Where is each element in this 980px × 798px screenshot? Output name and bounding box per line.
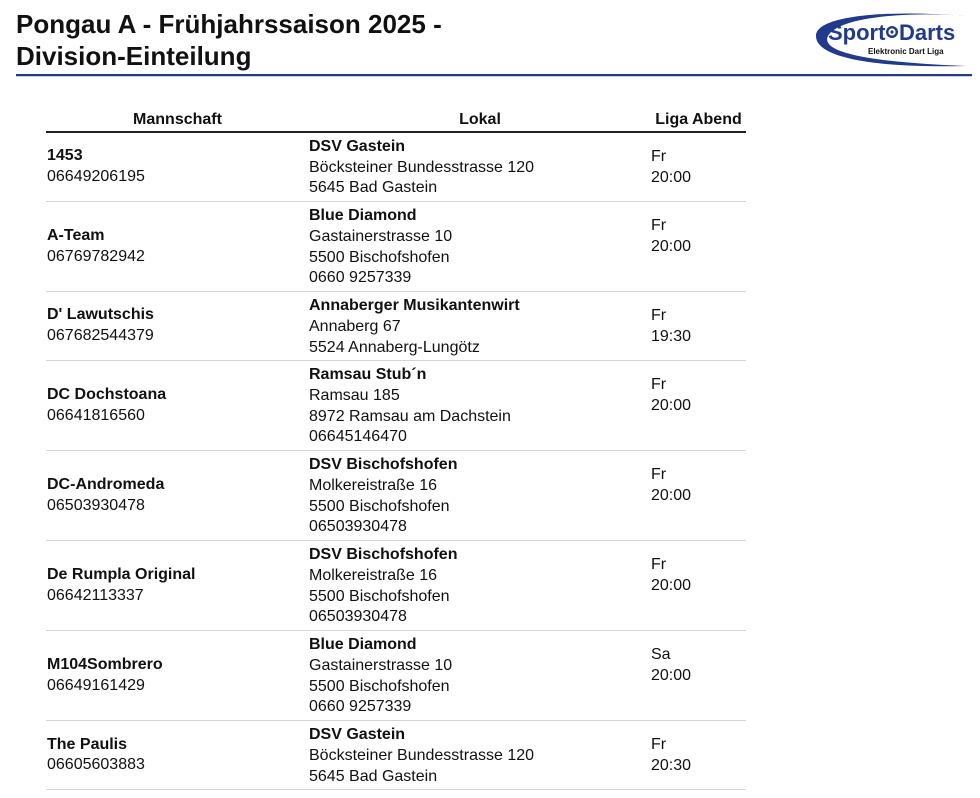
- league-night-cell: [651, 361, 746, 451]
- table-row: [46, 132, 746, 202]
- league-time: 20:00: [651, 168, 692, 186]
- table-row: [46, 721, 746, 790]
- logo-tagline: Elektronic Dart Liga: [868, 47, 944, 56]
- league-day: Fr: [651, 466, 667, 484]
- page-title: [16, 8, 442, 72]
- venue-address-line: Gastainerstrasse 10: [309, 227, 453, 245]
- league-day: Fr: [651, 148, 667, 165]
- venue-address-line: 8972 Ramsau am Dachstein: [309, 407, 511, 425]
- team-cell: [46, 721, 309, 790]
- team-phone: 06503930478: [47, 496, 145, 514]
- venue-cell: [309, 132, 651, 202]
- venue-address-line: 06503930478: [309, 608, 407, 626]
- title-divider: [16, 74, 972, 77]
- table-row: [46, 631, 746, 721]
- team-cell: [46, 132, 309, 202]
- team-name: D' Lawutschis: [47, 306, 154, 324]
- venue-address-line: 5500 Bischofshofen: [309, 587, 450, 605]
- league-time: 20:00: [651, 237, 692, 255]
- venue-address-line: Gastainerstrasse 10: [309, 656, 453, 674]
- logo-word-sport: Sport: [828, 20, 886, 45]
- team-name: DC-Andromeda: [47, 476, 165, 494]
- venue-address-line: 5645 Bad Gastein: [309, 179, 438, 197]
- team-cell: [46, 292, 309, 361]
- team-cell: [46, 541, 309, 631]
- team-phone: 06642113337: [47, 586, 144, 604]
- column-header-mannschaft: Mannschaft: [46, 108, 309, 132]
- venue-address-line: 5500 Bischofshofen: [309, 677, 450, 695]
- league-time: 19:30: [651, 327, 692, 345]
- team-cell: [46, 451, 309, 541]
- league-night-cell: [651, 541, 746, 631]
- team-cell: [46, 361, 309, 451]
- league-day: Fr: [651, 376, 667, 394]
- venue-address-line: 0660 9257339: [309, 269, 412, 287]
- venue-address-line: 5500 Bischofshofen: [309, 248, 450, 266]
- venue-address-line: Böcksteiner Bundesstrasse 120: [309, 158, 535, 176]
- venue-address-line: Molkereistraße 16: [309, 566, 438, 584]
- division-table: [46, 108, 746, 790]
- venue-name: DSV Bischofshofen: [309, 546, 458, 564]
- venue-name: Ramsau Stub´n: [309, 366, 427, 384]
- team-name: A-Team: [47, 226, 105, 244]
- team-name: The Paulis: [47, 735, 128, 753]
- team-phone: 067682544379: [47, 327, 154, 345]
- league-night-cell: [651, 292, 746, 361]
- league-day: Fr: [651, 556, 667, 574]
- league-day: Fr: [651, 736, 667, 754]
- venue-name: DSV Gastein: [309, 726, 406, 744]
- team-phone: 06605603883: [47, 756, 145, 774]
- league-night-cell: [651, 132, 746, 202]
- venue-address-line: Böcksteiner Bundesstrasse 120: [309, 746, 535, 764]
- venue-address-line: 06645146470: [309, 428, 407, 446]
- team-cell: [46, 631, 309, 721]
- venue-name: DSV Bischofshofen: [309, 456, 458, 474]
- team-name: M104Sombrero: [47, 656, 163, 674]
- venue-cell: [309, 721, 651, 790]
- venue-address-line: 5645 Bad Gastein: [309, 767, 438, 785]
- page-title-line-1: Pongau A - Frühjahrssaison 2025 -: [16, 9, 442, 39]
- venue-name: Blue Diamond: [309, 636, 417, 654]
- venue-address-line: Ramsau 185: [309, 386, 400, 404]
- logo-word-darts: Darts: [899, 20, 956, 45]
- team-name: DC Dochstoana: [47, 386, 167, 404]
- table-row: [46, 361, 746, 451]
- team-phone: 06649206195: [47, 168, 145, 186]
- venue-address-line: Annaberg 67: [309, 317, 401, 335]
- venue-cell: [309, 292, 651, 361]
- column-header-liga-abend: Liga Abend: [651, 108, 746, 132]
- column-header-lokal: Lokal: [309, 108, 651, 132]
- venue-address-line: 06503930478: [309, 518, 407, 536]
- venue-name: DSV Gastein: [309, 138, 406, 155]
- venue-address-line: 5524 Annaberg-Lungötz: [309, 338, 480, 356]
- table-row: [46, 292, 746, 361]
- team-phone: 06769782942: [47, 247, 145, 265]
- team-name: De Rumpla Original: [47, 566, 196, 584]
- venue-cell: [309, 541, 651, 631]
- league-night-cell: [651, 202, 746, 292]
- table-row: [46, 202, 746, 292]
- league-night-cell: [651, 451, 746, 541]
- venue-cell: [309, 451, 651, 541]
- league-day: Sa: [651, 646, 671, 664]
- venue-cell: [309, 631, 651, 721]
- venue-address-line: Molkereistraße 16: [309, 476, 438, 494]
- table-row: [46, 451, 746, 541]
- team-phone: 06641816560: [47, 406, 145, 424]
- league-day: Fr: [651, 307, 667, 325]
- venue-name: Blue Diamond: [309, 207, 417, 225]
- team-name: 1453: [47, 147, 83, 165]
- venue-address-line: 0660 9257339: [309, 698, 412, 716]
- venue-address-line: 5500 Bischofshofen: [309, 497, 450, 515]
- team-cell: [46, 202, 309, 292]
- league-time: 20:00: [651, 486, 692, 504]
- team-phone: 06649161429: [47, 676, 145, 694]
- league-time: 20:30: [651, 756, 692, 774]
- page-title-line-2: Division-Einteilung: [16, 41, 252, 71]
- venue-cell: [309, 361, 651, 451]
- league-night-cell: [651, 631, 746, 721]
- venue-cell: [309, 202, 651, 292]
- table-row: [46, 541, 746, 631]
- table-header-row: [46, 108, 746, 132]
- league-time: 20:00: [651, 396, 692, 414]
- league-time: 20:00: [651, 576, 692, 594]
- league-day: Fr: [651, 217, 667, 235]
- dartboard-icon: [886, 26, 898, 38]
- venue-name: Annaberger Musikantenwirt: [309, 297, 520, 315]
- league-night-cell: [651, 721, 746, 790]
- league-time: 20:00: [651, 666, 692, 684]
- sport-darts-logo: [806, 8, 972, 72]
